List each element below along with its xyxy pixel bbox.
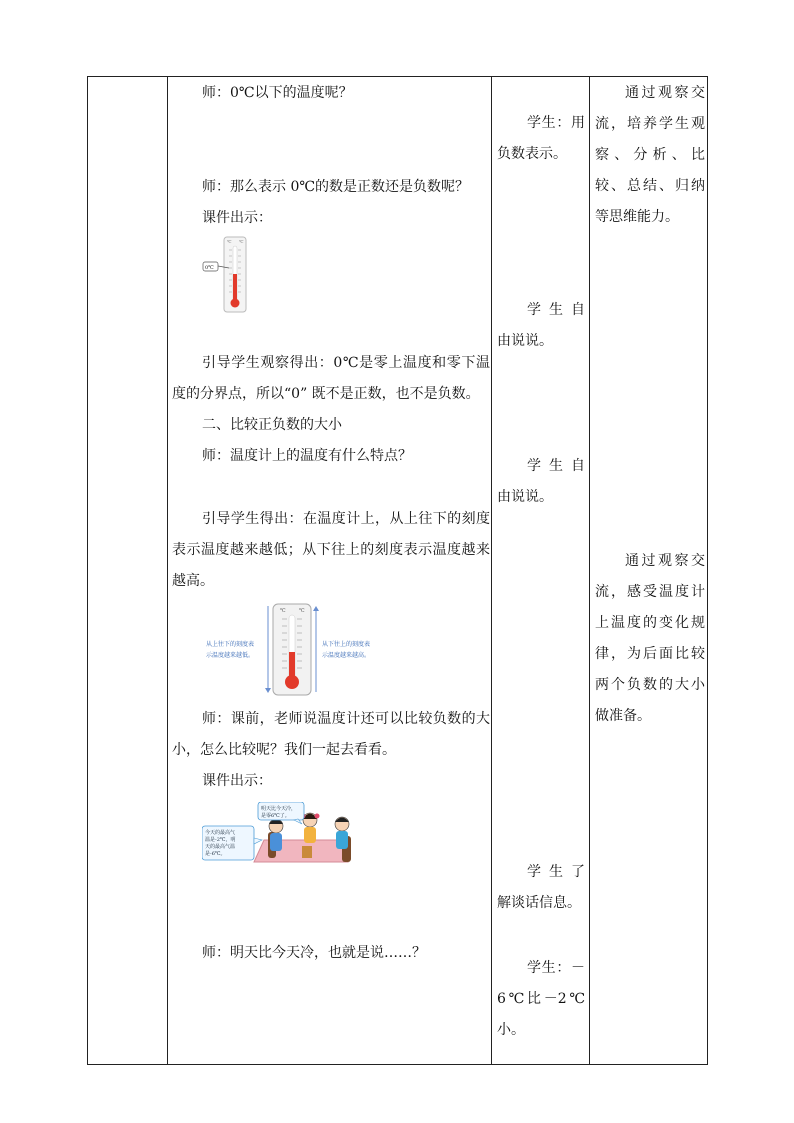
caption-down-line1: 从上往下的刻度表 xyxy=(206,641,255,648)
boy-right-body xyxy=(336,831,348,849)
student-response-5: 学生：－6℃比－2℃小。 xyxy=(497,960,585,1038)
caption-down-line2: 示温度越来越低。 xyxy=(206,652,255,659)
bubble-top-line2: 是零6℃了。 xyxy=(261,813,290,819)
zero-callout-label: 0℃ xyxy=(205,265,214,271)
student-response-4: 学 生 了解谈话信息。 xyxy=(497,864,585,911)
design-intent-2: 通过观察交流，感受温度计上温度的变化规律，为后面比较两个负数的大小做准备。 xyxy=(595,553,705,724)
bubble-top-line1: 明天比今天冷， xyxy=(261,806,297,812)
classroom-dialogue-figure xyxy=(202,802,362,872)
section-heading: 二、比较正负数的大小 xyxy=(202,417,342,433)
unit-label-right: ℃ xyxy=(239,239,244,244)
student-response-3: 学 生 自由说说。 xyxy=(497,458,585,505)
courseware-label-2: 课件出示： xyxy=(202,773,272,789)
column-divider-3 xyxy=(589,76,590,1065)
design-intent-column xyxy=(595,76,705,1065)
design-intent-1: 通过观察交流，培养学生观察、分析、比较、总结、归纳等思维能力。 xyxy=(595,85,705,225)
boy-left-body xyxy=(270,833,282,851)
thermometer-figure-2 xyxy=(206,603,406,697)
teacher-question-colder: 师：明天比今天冷，也就是说……？ xyxy=(202,945,426,961)
unit-label-left-large: ℃ xyxy=(280,608,286,614)
caption-up-line1: 从下往上的刻度表 xyxy=(322,641,371,648)
thermometer-bulb-large xyxy=(285,675,299,689)
caption-up-line2: 示温度越来越高。 xyxy=(322,652,371,659)
column-divider-2 xyxy=(491,76,492,1065)
thermometer-bulb xyxy=(231,299,240,308)
girl-body xyxy=(304,827,316,843)
bubble-left-line1: 今天的最高气 xyxy=(205,830,236,836)
bubble-left-line2: 温是-2℃，明 xyxy=(205,837,236,843)
teacher-question-compare: 师：课前，老师说温度计还可以比较负数的大小，怎么比较呢？我们一起去看看。 xyxy=(172,711,490,758)
student-response-1: 学生：用负数表示。 xyxy=(497,115,585,162)
bubble-left-line4: 是-6℃。 xyxy=(205,851,226,857)
teacher-question-below-zero: 师：0℃以下的温度呢？ xyxy=(202,85,353,101)
teacher-question-features: 师：温度计上的温度有什么特点？ xyxy=(202,448,412,464)
teacher-question-positive-negative: 师：那么表示 0℃的数是正数还是负数呢？ xyxy=(202,179,470,195)
courseware-label-1: 课件出示： xyxy=(202,210,272,226)
student-response-2: 学 生 自由说说。 xyxy=(497,302,585,349)
bubble-left-line3: 天的最高气温 xyxy=(205,844,236,850)
book-stack xyxy=(302,846,312,858)
guide-zero-boundary: 引导学生观察得出：0℃是零上温度和零下温度的分界点，所以“0” 既不是正数，也不是负数。 xyxy=(172,355,490,402)
column-divider-1 xyxy=(167,76,168,1065)
student-activity-column xyxy=(497,76,585,1065)
teaching-process-column xyxy=(172,76,490,1065)
thermometer-figure-1 xyxy=(202,236,252,314)
unit-label-left: ℃ xyxy=(227,239,232,244)
unit-label-right-large: ℃ xyxy=(299,608,305,614)
guide-scale-direction: 引导学生得出：在温度计上，从上往下的刻度表示温度越来越低；从下往上的刻度表示温度越来越高。 xyxy=(172,511,490,589)
